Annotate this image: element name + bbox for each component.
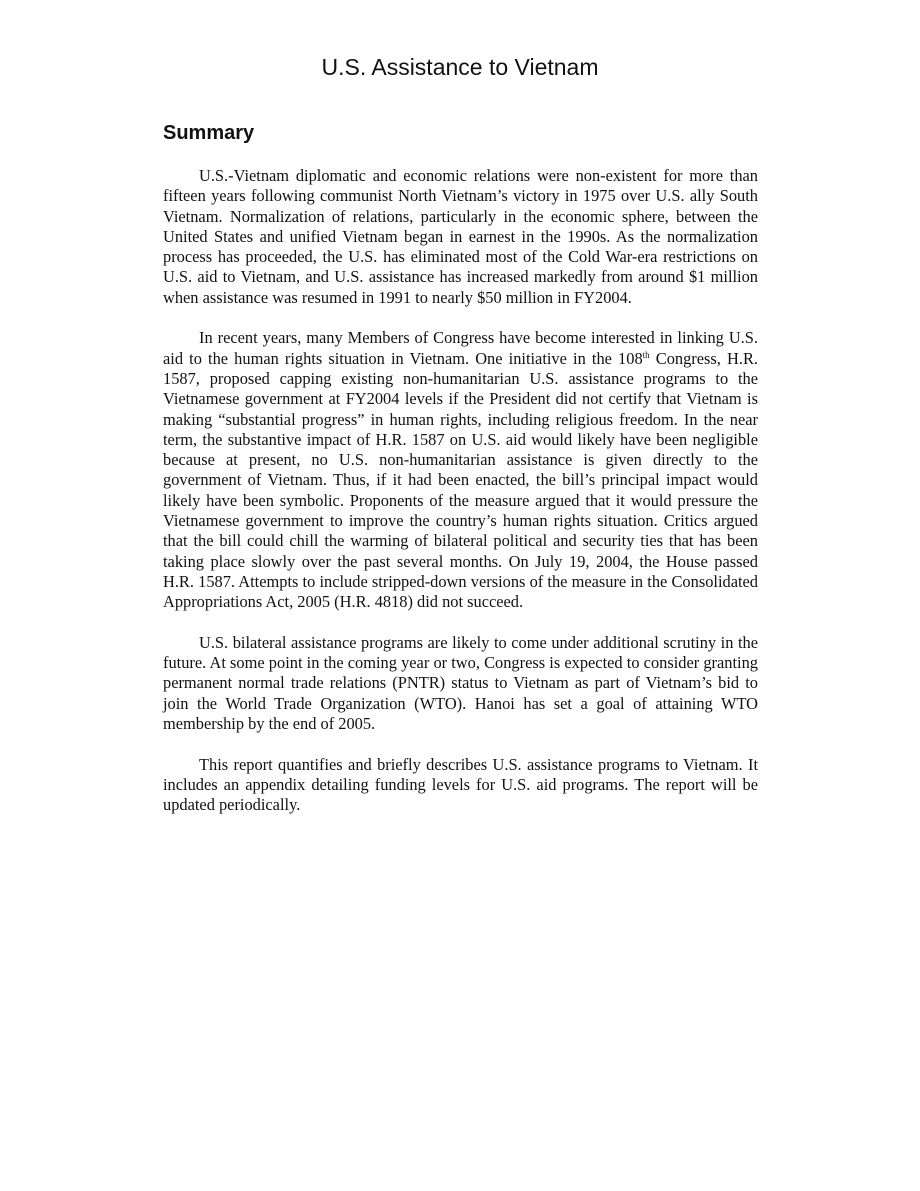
paragraph-2 [163, 328, 758, 612]
section-heading-summary: Summary [163, 122, 255, 144]
paragraph-3: U.S. bilateral assistance programs are likely to come under additional scrutiny in the future. At some point in the coming year or two, Congress is expected to consider granting permanent normal trade relations (PNTR) status to Vietnam as part of Vietnam’s bid to join the World Trade Organization (WTO). Hanoi has set a goal of attaining WTO membership by the end of 2005. [163, 632, 758, 734]
summary-body [163, 166, 758, 836]
ordinal-superscript: th [642, 349, 650, 360]
paragraph-2-text-before: In recent years, many Members of Congress have become interested in linking U.S. aid to the human rights situation in Vietnam. One initiative in the 108 [163, 328, 758, 368]
paragraph-2-text-after: Congress, H.R. 1587, proposed capping existing non-humanitarian U.S. assistance programs to the Vietnamese government at FY2004 levels if the President did not certify that Vietnam is making “substantial progress” in human rights, including religious freedom. In the near term, the substantive impact of H.R. 1587 on U.S. aid would likely have been negligible because at present, no U.S. non-humanitarian assistance is given directly to the government of Vietnam. Thus, if it had been enacted, the bill’s principal impact would likely have been symbolic. Proponents of the measure argued that it would pressure the Vietnamese government to improve the country’s human rights situation. Critics argued that the bill could chill the warming of bilateral political and security ties that has been taking place slowly over the past several months. On July 19, 2004, the House passed H.R. 1587. Attempts to include stripped-down versions of the measure in the Consolidated Appropriations Act, 2005 (H.R. 4818) did not succeed. [163, 348, 758, 612]
paragraph-1: U.S.-Vietnam diplomatic and economic relations were non-existent for more than fifteen years following communist North Vietnam’s victory in 1975 over U.S. ally South Vietnam. Normalization of relations, particularly in the economic sphere, between the United States and unified Vietnam began in earnest in the 1990s. As the normalization process has proceeded, the U.S. has eliminated most of the Cold War-era restrictions on U.S. aid to Vietnam, and U.S. assistance has increased markedly from around $1 million when assistance was resumed in 1991 to nearly $50 million in FY2004. [163, 166, 758, 307]
document-title: U.S. Assistance to Vietnam [321, 54, 599, 80]
paragraph-4: This report quantifies and briefly describes U.S. assistance programs to Vietnam. It includes an appendix detailing funding levels for U.S. aid programs. The report will be updated periodically. [163, 754, 758, 815]
